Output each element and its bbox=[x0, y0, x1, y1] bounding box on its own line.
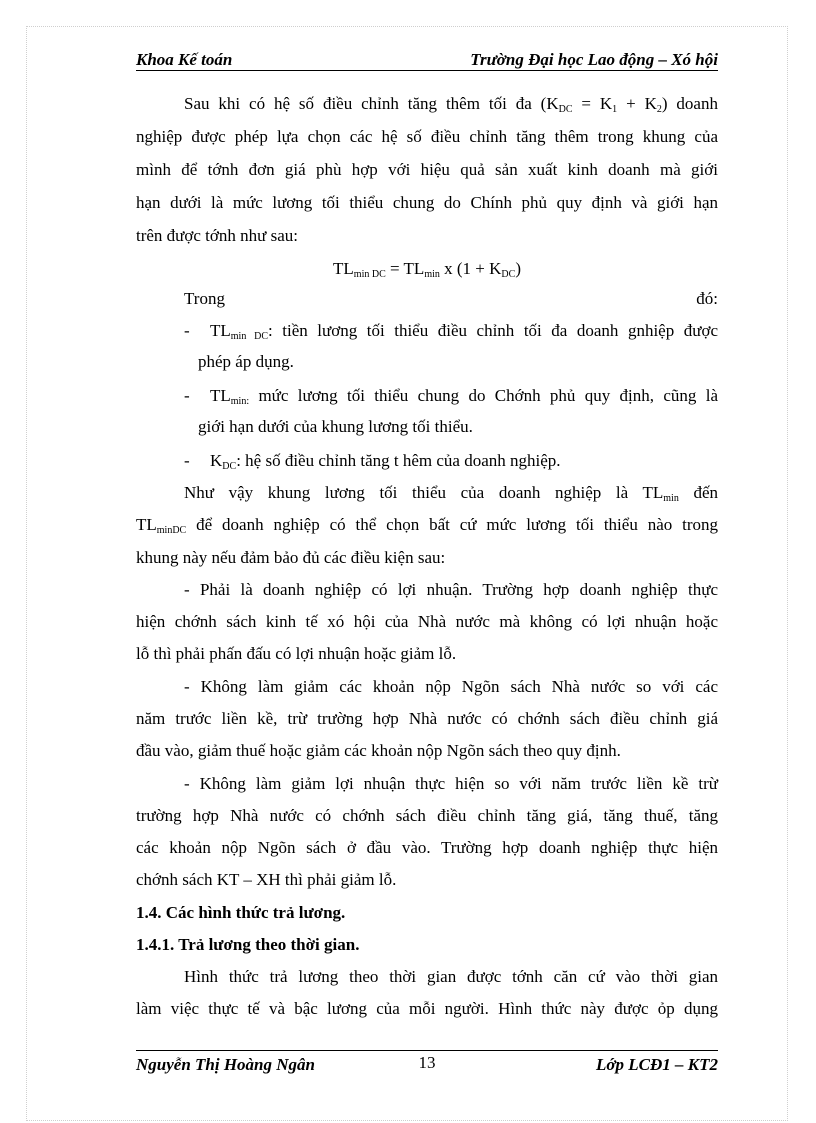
bullet-dash: - bbox=[184, 321, 190, 340]
page-number: 13 bbox=[418, 1053, 436, 1072]
subscript: min bbox=[424, 269, 440, 280]
subscript: DC bbox=[501, 269, 516, 280]
paragraph-line: - Không làm giảm các khoản nộp Ngõn sách Nhà nước so với các bbox=[184, 677, 718, 696]
paragraph-line: nghiệp được phép lựa chọn các hệ số điều chỉnh tăng thêm trong khung của bbox=[136, 127, 718, 146]
subscript: min: bbox=[230, 396, 250, 407]
subscript: min DC bbox=[230, 331, 269, 342]
section-heading: 1.4. Các hình thức trả lương. bbox=[136, 903, 346, 922]
text-run: Sau khi có hệ số điều chỉnh tăng thêm tối đa (K bbox=[184, 94, 559, 113]
page-footer bbox=[136, 1050, 718, 1075]
text-run: đến bbox=[678, 483, 718, 502]
page-border bbox=[26, 26, 788, 1121]
text-run: TL bbox=[210, 321, 231, 340]
footer-class: Lớp LCĐ1 – KT2 bbox=[596, 1055, 718, 1074]
paragraph-line: Hình thức trả lương theo thời gian được tớnh căn cứ vào thời gian bbox=[184, 967, 718, 986]
text-run: TL bbox=[333, 259, 354, 278]
paragraph-line: trên được tớnh như sau: bbox=[136, 226, 298, 245]
paragraph-line: trường hợp Nhà nước có chớnh sách điều chỉnh tăng giá, tăng thuế, tăng bbox=[136, 806, 718, 825]
text-run: x (1 + K bbox=[439, 259, 502, 278]
text-run: = K bbox=[572, 94, 613, 113]
subscript: DC bbox=[558, 104, 573, 115]
subsection-heading: 1.4.1. Trả lương theo thời gian. bbox=[136, 935, 360, 954]
bullet-text bbox=[210, 450, 718, 472]
paragraph-line: - Không làm giảm lợi nhuận thực hiện so với năm trước liền kề trừ bbox=[184, 774, 718, 793]
paragraph-line: - Phải là doanh nghiệp có lợi nhuận. Trường hợp doanh nghiệp thực bbox=[184, 580, 718, 599]
text-run: K bbox=[210, 451, 223, 470]
text-run: = TL bbox=[385, 259, 425, 278]
text-run: để doanh nghiệp có thể chọn bất cứ mức lương tối thiểu nào trong bbox=[186, 515, 718, 534]
do-label: đó: bbox=[696, 289, 718, 308]
subscript: 1 bbox=[612, 104, 618, 115]
subscript: DC bbox=[222, 461, 237, 472]
text-run: ) doanh bbox=[661, 94, 718, 113]
subscript: 2 bbox=[656, 104, 662, 115]
paragraph-line: lỗ thì phải phấn đấu có lợi nhuận hoặc giảm lỗ. bbox=[136, 644, 457, 663]
formula bbox=[136, 258, 718, 280]
text-run: : hệ số điều chỉnh tăng t hêm của doanh nghiệp. bbox=[236, 451, 561, 470]
text-run: TL bbox=[210, 386, 231, 405]
paragraph-line: hiện chớnh sách kinh tế xó hội của Nhà nước mà không có lợi nhuận hoặc bbox=[136, 612, 718, 631]
header-university: Trường Đại học Lao động – Xó hội bbox=[470, 50, 718, 69]
text-run: Như vậy khung lương tối thiểu của doanh nghiệp là TL bbox=[184, 483, 664, 502]
bullet-continuation: phép áp dụng. bbox=[198, 352, 294, 371]
text-run: TL bbox=[136, 515, 157, 534]
trong-label: Trong bbox=[184, 289, 225, 308]
paragraph-line: năm trước liền kề, trừ trường hợp Nhà nước có chớnh sách điều chỉnh giá bbox=[136, 709, 718, 728]
footer-author: Nguyễn Thị Hoàng Ngân bbox=[136, 1055, 315, 1074]
page-header bbox=[136, 50, 718, 71]
text-run: mức lương tối thiểu chung do Chớnh phủ quy định, cũng là bbox=[249, 386, 718, 405]
bullet-text bbox=[210, 320, 718, 342]
paragraph-line bbox=[136, 514, 718, 536]
bullet-dash: - bbox=[184, 451, 190, 470]
paragraph-line bbox=[184, 482, 718, 504]
subscript: min bbox=[663, 493, 679, 504]
paragraph-line: đầu vào, giảm thuế hoặc giảm các khoản nộp Ngõn sách theo quy định. bbox=[136, 741, 621, 760]
header-faculty: Khoa Kế toán bbox=[136, 50, 233, 69]
text-run: + K bbox=[617, 94, 657, 113]
subscript: minDC bbox=[156, 525, 187, 536]
bullet-text bbox=[210, 385, 718, 407]
text-run: ) bbox=[515, 259, 521, 278]
bullet-continuation: giới hạn dưới của khung lương tối thiểu. bbox=[198, 417, 473, 436]
paragraph-line bbox=[184, 93, 718, 115]
paragraph-line: chớnh sách KT – XH thì phải giảm lỗ. bbox=[136, 870, 397, 889]
paragraph-line: mình để tớnh đơn giá phù hợp với hiệu quả sản xuất kinh doanh mà giới bbox=[136, 160, 718, 179]
paragraph-line: khung này nếu đảm bảo đủ các điều kiện sau: bbox=[136, 548, 446, 567]
text-run: : tiền lương tối thiểu điều chỉnh tối đa doanh gnhiệp được bbox=[268, 321, 719, 340]
bullet-dash: - bbox=[184, 386, 190, 405]
paragraph-line: làm việc thực tế và bậc lương của mỗi người. Hình thức này được ỏp dụng bbox=[136, 999, 718, 1018]
paragraph-line: hạn dưới là mức lương tối thiểu chung do Chính phủ quy định và giới hạn bbox=[136, 193, 718, 212]
paragraph-line: các khoản nộp Ngõn sách ở đầu vào. Trường hợp doanh nghiệp thực hiện bbox=[136, 838, 718, 857]
subscript: min DC bbox=[353, 269, 386, 280]
